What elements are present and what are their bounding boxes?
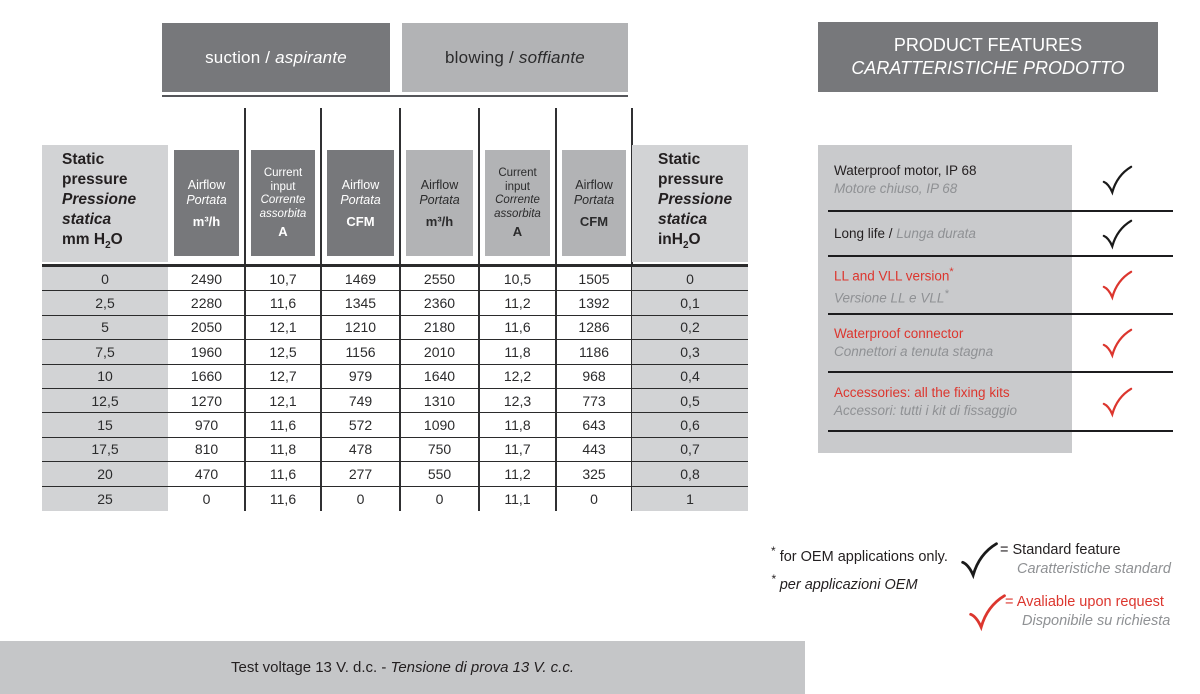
header-line: statica — [658, 211, 708, 229]
static-pressure-header-left — [42, 145, 168, 262]
feature-text — [828, 225, 1077, 243]
col-label-en: Airflow — [341, 177, 380, 192]
legend-standard-feature — [1000, 541, 1171, 579]
check-icon — [1077, 164, 1157, 196]
legend-en: = Avaliable upon request — [1005, 594, 1164, 610]
table-cell: 11,6 — [269, 490, 297, 507]
table-cell: 970 — [194, 417, 219, 434]
blowing-label-en: blowing / — [445, 47, 514, 67]
table-cell: 11,8 — [269, 441, 297, 458]
col-label-it: Corrente assorbita — [259, 194, 307, 220]
legend-it: Caratteristiche standard — [1017, 561, 1171, 577]
table-cell: 20 — [42, 462, 168, 485]
col-label-it: Corrente assorbita — [494, 194, 541, 220]
col-header-blowing-current — [479, 145, 556, 262]
table-cell: 0 — [590, 490, 598, 507]
features-list — [828, 150, 1173, 432]
table-cell: 2550 — [423, 270, 456, 287]
table-cell: 0 — [435, 490, 444, 507]
table-cell: 1345 — [344, 295, 377, 312]
table-cell: 2050 — [190, 319, 223, 336]
table-cell: 1392 — [578, 295, 610, 312]
table-cell: 325 — [582, 465, 606, 482]
table-cell: 643 — [582, 417, 606, 434]
test-voltage-it: Tensione di prova 13 V. c.c. — [390, 659, 574, 676]
check-icon — [1077, 269, 1157, 301]
table-cell: 2490 — [190, 270, 223, 287]
table-cell: 1640 — [423, 368, 456, 385]
feature-text — [828, 325, 1077, 361]
table-cell: 1286 — [578, 319, 610, 336]
legend-en: = Standard feature — [1000, 542, 1121, 558]
table-row — [42, 340, 748, 364]
feature-label-it: Motore chiuso, IP 68 — [834, 181, 958, 196]
table-cell: 478 — [348, 441, 373, 458]
table-cell: 550 — [427, 465, 452, 482]
table-row — [42, 438, 748, 462]
table-cell: 2,5 — [42, 291, 168, 314]
table-cell: 0,2 — [632, 316, 748, 339]
legend-it: Disponibile su richiesta — [1022, 613, 1171, 629]
performance-table — [42, 145, 748, 511]
table-cell: 1270 — [190, 392, 223, 409]
header-line: Static — [62, 151, 105, 169]
test-voltage-bar — [0, 641, 805, 694]
feature-row — [828, 150, 1173, 212]
col-unit: m³/h — [192, 213, 221, 229]
header-line: Pressione — [658, 191, 733, 209]
table-cell: 10,7 — [269, 270, 297, 287]
table-cell: 15 — [42, 413, 168, 436]
test-voltage-en: Test voltage 13 V. d.c. - — [231, 659, 387, 676]
asterisk: * — [944, 288, 949, 300]
legend-available-request — [1005, 593, 1170, 631]
table-cell: 443 — [582, 441, 606, 458]
table-cell: 1 — [632, 487, 748, 511]
table-row — [42, 365, 748, 389]
col-label-en: Current input — [498, 167, 537, 193]
table-cell: 277 — [348, 465, 373, 482]
table-cell: 470 — [194, 465, 219, 482]
feature-label-en: Waterproof motor, IP 68 — [834, 163, 977, 178]
col-label-it: Portata — [573, 192, 615, 207]
table-cell: 7,5 — [42, 340, 168, 363]
table-cell: 1210 — [344, 319, 377, 336]
feature-label-it: Lunga durata — [896, 225, 976, 241]
table-row — [42, 462, 748, 486]
col-unit: CFM — [579, 213, 609, 229]
col-label-it: Portata — [186, 192, 227, 207]
table-cell: 0,7 — [632, 438, 748, 461]
feature-text — [828, 263, 1077, 308]
mode-underline — [162, 95, 628, 97]
table-cell: 11,1 — [504, 490, 531, 507]
feature-text — [828, 384, 1077, 420]
check-icon — [1077, 386, 1157, 418]
product-features-title-en: PRODUCT FEATURES — [893, 35, 1083, 55]
table-cell: 12,1 — [269, 392, 297, 409]
feature-row — [828, 257, 1173, 315]
oem-footnote-it: * per applicazioni OEM — [771, 571, 918, 593]
table-row — [42, 413, 748, 437]
feature-label-it: Accessori: tutti i kit di fissaggio — [834, 402, 1018, 418]
table-cell: 2280 — [190, 295, 223, 312]
table-cell: 12,2 — [503, 368, 532, 385]
col-unit: A — [278, 224, 288, 240]
table-cell: 1186 — [578, 343, 610, 360]
table-cell: 1310 — [423, 392, 456, 409]
table-cell: 2180 — [423, 319, 456, 336]
table-row — [42, 291, 748, 315]
table-cell: 0,1 — [632, 291, 748, 314]
table-cell: 0 — [202, 490, 211, 507]
feature-label-en: Long life / — [834, 225, 897, 241]
feature-label-en: LL and VLL version* — [834, 265, 954, 283]
col-unit: CFM — [346, 213, 375, 229]
table-cell: 0,3 — [632, 340, 748, 363]
suction-label-en: suction / — [205, 47, 271, 67]
table-cell: 0,6 — [632, 413, 748, 436]
table-cell: 0,8 — [632, 462, 748, 485]
col-header-suction-current — [245, 145, 321, 262]
asterisk: * — [949, 265, 954, 278]
table-cell: 0,5 — [632, 389, 748, 412]
header-line: pressure — [658, 171, 724, 189]
table-cell: 11,7 — [504, 441, 531, 458]
header-line: statica — [62, 211, 112, 229]
product-features-title-it: CARATTERISTICHE PRODOTTO — [851, 58, 1125, 78]
col-unit: A — [512, 224, 523, 240]
table-cell: 1469 — [344, 270, 377, 287]
oem-footnote — [771, 540, 948, 596]
feature-label-it: Connettori a tenuta stagna — [834, 344, 994, 359]
table-cell: 11,2 — [504, 295, 531, 312]
table-cell: 12,3 — [503, 392, 532, 409]
table-cell: 968 — [582, 368, 606, 385]
col-header-blowing-cfm — [556, 145, 632, 262]
table-cell: 25 — [42, 487, 168, 511]
table-cell: 5 — [42, 316, 168, 339]
feature-row — [828, 373, 1173, 432]
table-row — [42, 487, 748, 511]
table-cell: 750 — [427, 441, 452, 458]
feature-label — [834, 225, 1077, 243]
table-cell: 11,6 — [269, 465, 297, 482]
table-cell: 1660 — [190, 368, 223, 385]
suction-label-it: aspirante — [275, 47, 347, 67]
table-cell: 12,5 — [42, 389, 168, 412]
blowing-mode-header — [402, 23, 628, 92]
table-cell: 1960 — [190, 343, 223, 360]
table-cell: 773 — [582, 392, 606, 409]
table-cell: 11,6 — [269, 295, 297, 312]
table-cell: 2010 — [423, 343, 456, 360]
table-cell: 10 — [42, 365, 168, 388]
table-cell: 17,5 — [42, 438, 168, 461]
table-row — [42, 389, 748, 413]
table-cell: 0 — [632, 267, 748, 290]
header-line: pressure — [62, 171, 128, 189]
table-cell: 12,1 — [269, 319, 297, 336]
feature-label-en: Waterproof connector — [834, 326, 964, 341]
col-header-blowing-m3h — [400, 145, 479, 262]
table-cell: 1505 — [578, 270, 610, 287]
check-icon — [958, 538, 1000, 582]
feature-label-it: Versione LL e VLL* — [834, 288, 949, 306]
table-row — [42, 267, 748, 291]
col-label-en: Current input — [263, 167, 303, 193]
table-cell: 810 — [194, 441, 219, 458]
table-cell: 749 — [348, 392, 373, 409]
header-line: Pressione — [62, 191, 137, 209]
table-body — [42, 264, 748, 511]
check-icon — [1077, 327, 1157, 359]
col-label-it: Portata — [340, 192, 381, 207]
feature-label-en: Accessories: all the fixing kits — [834, 384, 1010, 400]
static-pressure-header-right — [632, 145, 748, 262]
table-cell: 12,5 — [269, 343, 297, 360]
table-cell: 11,6 — [504, 319, 531, 336]
feature-row — [828, 212, 1173, 257]
col-header-suction-cfm — [321, 145, 400, 262]
blowing-label-it: soffiante — [518, 47, 585, 67]
col-label-it: Portata — [419, 192, 460, 207]
table-cell: 12,7 — [269, 368, 297, 385]
table-cell: 0 — [42, 267, 168, 290]
table-row — [42, 316, 748, 340]
check-icon — [966, 590, 1008, 634]
header-unit: mm $H_2O$ — [62, 231, 123, 252]
col-header-suction-m3h — [168, 145, 245, 262]
product-features-title — [818, 22, 1158, 92]
feature-row — [828, 315, 1173, 373]
table-cell: 572 — [348, 417, 373, 434]
check-icon — [1077, 218, 1157, 250]
col-label-en: Airflow — [420, 177, 459, 192]
col-label-en: Airflow — [575, 177, 613, 192]
table-cell: 10,5 — [503, 270, 532, 287]
table-cell: 1090 — [423, 417, 456, 434]
col-label-en: Airflow — [187, 177, 226, 192]
table-cell: 11,8 — [504, 417, 531, 434]
feature-text — [828, 162, 1077, 198]
suction-mode-header — [162, 23, 390, 92]
table-cell: 11,6 — [269, 417, 297, 434]
table-cell: 11,8 — [504, 343, 531, 360]
oem-footnote-en: * for OEM applications only. — [771, 544, 948, 565]
table-cell: 0,4 — [632, 365, 748, 388]
table-cell: 0 — [356, 490, 365, 507]
table-cell: 2360 — [423, 295, 456, 312]
header-line: Static — [658, 151, 701, 169]
table-cell: 1156 — [345, 343, 376, 360]
header-unit: inH$_2$O — [658, 231, 701, 252]
table-cell: 979 — [348, 368, 373, 385]
table-cell: 11,2 — [504, 465, 531, 482]
col-unit: m³/h — [425, 213, 454, 229]
table-header — [42, 145, 748, 262]
